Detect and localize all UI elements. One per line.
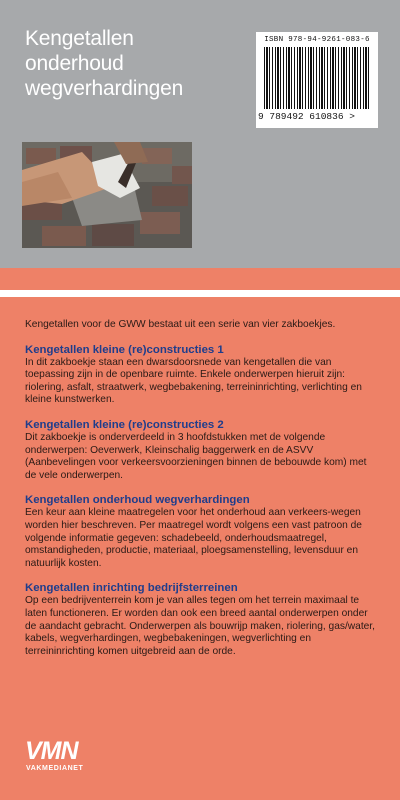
barcode-digits: 9 789492 610836 > (258, 111, 355, 122)
section-title: Kengetallen inrichting bedrijfsterreinen (25, 582, 238, 595)
logo-name: VAKMEDIANET (26, 765, 84, 772)
barcode-icon (264, 47, 370, 109)
section-body: Op een bedrijventerrein kom je van alles tegen om het terrein maximaal te laten functioneren. Er worden dan ook een breed aantal onderwerpen onder de aandacht gebracht. Onderwerpen als bouwrijp maken, riolering, gas/water, kabels, wegverhardingen, wegbebakeningen, wegverlichting en terreininrichting komen uitgebreid aan de orde. (25, 595, 375, 657)
title-line-1: Kengetallen (25, 27, 134, 50)
intro-text: Kengetallen voor de GWW bestaat uit een serie van vier zakboekjes. (25, 319, 336, 330)
publisher-logo (25, 735, 115, 775)
section-title: Kengetallen onderhoud wegverhardingen (25, 494, 250, 507)
section-body: In dit zakboekje staan een dwarsdoorsnede van kengetallen die van toepassing zijn in de openbare ruimte. Enkele onderwerpen hieruit zijn: riolering, asfalt, straatwerk, wegbebakening, terreininrichting, verlichting en kleine kunstwerken. (25, 356, 362, 406)
paving-photo (22, 142, 192, 248)
vmn-logo-icon (25, 735, 115, 775)
title-line-3: wegverhardingen (25, 77, 184, 100)
section-body: Dit zakboekje is onderverdeeld in 3 hoofdstukken met de volgende onderwerpen: Oeverwerk, Kleinschalig baggerwerk en de ASVV (Aanbevelingen voor verkeersvoorzieningen binnen de bebouwde kom) met de vele onderwerpen. (25, 431, 367, 481)
section-inrichting-bedrijfsterreinen (25, 582, 377, 658)
section-onderhoud-wegverhardingen (25, 494, 377, 570)
section-kleine-reconstructies-1 (25, 344, 377, 407)
description-text (25, 319, 377, 670)
isbn-label: ISBN 978-94-9261-083-6 (264, 36, 370, 44)
logo-mark: VMN (25, 737, 78, 765)
cover-divider-line (0, 290, 400, 297)
section-body: Een keur aan kleine maatregelen voor het onderhoud aan verkeers-wegen worden hier beschreven. Per maatregel wordt volgens een vast patroon de volgende informatie gegeven: schadebeeld, onderhoudsmaatregel, omstandigheden, productie, materiaal, ploegsamenstelling, levensduur en natuurlijk kosten. (25, 507, 362, 569)
cover-top-panel (0, 0, 400, 268)
section-title: Kengetallen kleine (re)constructies 2 (25, 418, 224, 431)
cover-title (25, 26, 183, 101)
cover-content-panel (0, 297, 400, 800)
section-kleine-reconstructies-2 (25, 419, 377, 482)
barcode (256, 32, 378, 128)
paving-photo-illustration (22, 142, 192, 248)
section-title: Kengetallen kleine (re)constructies 1 (25, 343, 224, 356)
title-line-2: onderhoud (25, 52, 124, 75)
cover-divider-band (0, 268, 400, 290)
